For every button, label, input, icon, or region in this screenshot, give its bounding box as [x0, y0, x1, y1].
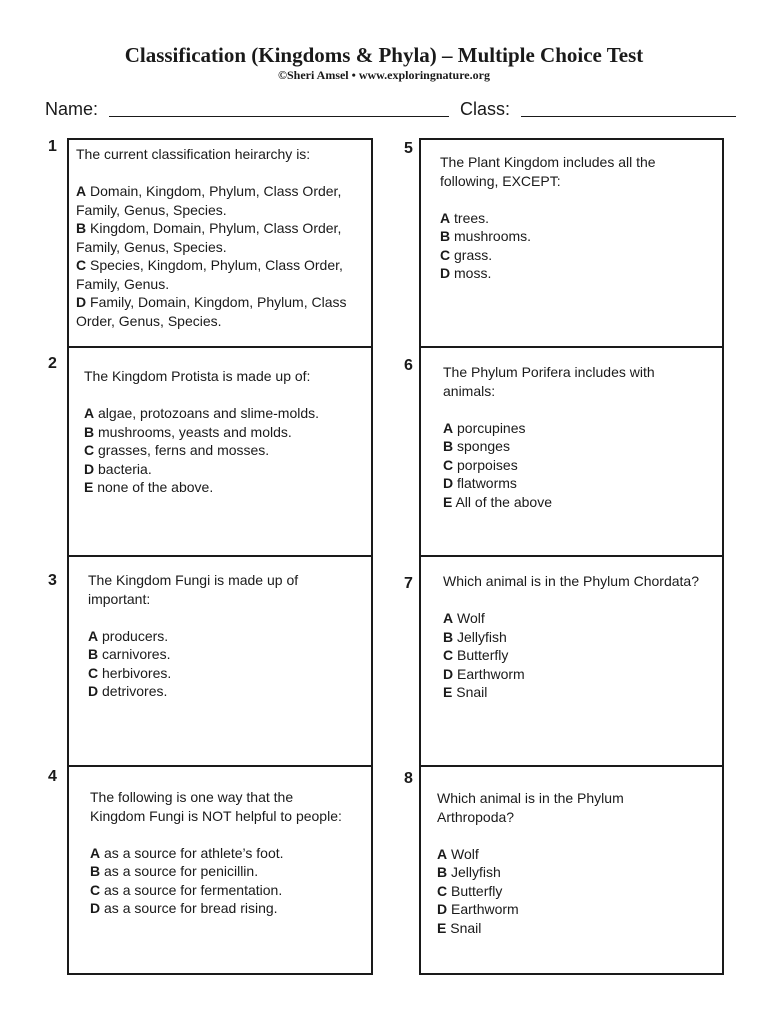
answer-option[interactable] — [443, 628, 705, 647]
answer-option[interactable] — [84, 441, 364, 460]
option-text: producers. — [102, 627, 169, 644]
answer-option[interactable] — [437, 919, 699, 938]
answer-option[interactable] — [88, 627, 348, 646]
answer-option[interactable] — [440, 246, 702, 265]
option-letter: A — [90, 844, 101, 861]
name-label: Name: — [45, 99, 99, 119]
option-text: bacteria. — [98, 460, 152, 477]
question-number: 8 — [404, 770, 413, 787]
option-text: Family, Domain, Kingdom, Phylum, Class Order, Genus, Species. — [76, 294, 347, 329]
answer-option[interactable] — [90, 899, 350, 918]
question-3 — [88, 571, 348, 701]
option-text: as a source for penicillin. — [104, 863, 259, 879]
question-4 — [90, 788, 350, 918]
option-text: Jellyfish — [451, 864, 501, 880]
question-number: 5 — [404, 140, 413, 157]
name-class-line — [45, 97, 725, 121]
question-stem: Which animal is in the Phylum Arthropoda? — [437, 790, 624, 825]
option-letter: C — [88, 664, 99, 681]
option-letter: C — [84, 442, 95, 458]
option-text: Snail — [456, 684, 488, 700]
question-7 — [443, 572, 705, 702]
option-letter: E — [443, 493, 453, 510]
option-text: as a source for athlete’s foot. — [104, 844, 284, 861]
option-text: Earthworm — [457, 665, 525, 682]
option-text: grass. — [454, 246, 493, 263]
option-letter: D — [440, 265, 451, 281]
question-number: 2 — [48, 355, 57, 372]
answer-option[interactable] — [440, 227, 702, 246]
option-text: porcupines — [457, 419, 526, 436]
option-letter: A — [437, 845, 448, 862]
option-letter: E — [84, 479, 94, 495]
question-number: 7 — [404, 575, 413, 592]
answer-option[interactable] — [90, 862, 350, 881]
answer-option[interactable] — [443, 456, 705, 475]
option-letter: D — [90, 900, 101, 916]
option-text: Wolf — [451, 845, 479, 862]
option-text: algae, protozoans and slime-molds. — [98, 405, 320, 421]
answer-option[interactable] — [76, 293, 361, 330]
option-letter: B — [90, 863, 101, 879]
answer-option[interactable] — [440, 264, 702, 283]
option-text: flatworms — [457, 475, 517, 491]
answer-option[interactable] — [443, 493, 705, 512]
question-stem: The Kingdom Protista is made up of: — [84, 368, 311, 384]
answer-option[interactable] — [76, 219, 361, 256]
option-text: mushrooms, yeasts and molds. — [98, 423, 292, 440]
option-text: Butterfly — [457, 647, 509, 663]
answer-option[interactable] — [443, 683, 705, 702]
option-letter: D — [84, 460, 95, 477]
option-text: grasses, ferns and mosses. — [98, 442, 270, 458]
copyright-line: ©Sheri Amsel • www.exploringnature.org — [278, 68, 490, 82]
name-field[interactable] — [109, 98, 449, 117]
question-stem: The Plant Kingdom includes all the following, EXCEPT: — [440, 154, 656, 189]
option-text: Jellyfish — [457, 628, 507, 645]
option-text: Wolf — [457, 610, 485, 626]
option-letter: C — [76, 257, 87, 273]
option-letter: D — [443, 475, 454, 491]
option-text: Snail — [450, 919, 482, 936]
option-text: moss. — [454, 265, 492, 281]
option-letter: C — [440, 246, 451, 263]
option-text: detrivores. — [102, 683, 168, 699]
option-text: Butterfly — [451, 882, 503, 899]
question-number: 4 — [48, 768, 57, 785]
answer-option[interactable] — [437, 882, 699, 901]
option-letter: C — [443, 456, 454, 473]
answer-option[interactable] — [88, 645, 348, 664]
option-text: none of the above. — [97, 479, 214, 495]
option-text: trees. — [454, 209, 490, 226]
option-letter: E — [437, 919, 447, 936]
question-stem: Which animal is in the Phylum Chordata? — [443, 573, 700, 589]
option-letter: C — [443, 647, 454, 663]
answer-option[interactable] — [90, 844, 350, 863]
answer-option[interactable] — [437, 845, 699, 864]
class-label: Class: — [460, 99, 511, 119]
answer-option[interactable] — [76, 256, 361, 293]
option-letter: A — [76, 183, 87, 199]
option-letter: B — [84, 423, 95, 440]
option-text: sponges — [457, 438, 510, 454]
question-stem: The Kingdom Fungi is made up of important: — [88, 572, 299, 607]
question-6 — [443, 363, 705, 511]
answer-option[interactable] — [90, 881, 350, 900]
answer-option[interactable] — [84, 404, 364, 423]
option-text: Earthworm — [451, 901, 519, 917]
answer-option[interactable] — [84, 478, 364, 497]
option-letter: D — [76, 294, 87, 310]
answer-option[interactable] — [437, 863, 699, 882]
question-stem: The current classification heirarchy is: — [76, 146, 311, 162]
question-number: 1 — [48, 138, 57, 155]
option-text: Kingdom, Domain, Phylum, Class Order, Family, Genus, Species. — [76, 220, 342, 255]
option-letter: A — [84, 405, 95, 421]
option-letter: D — [437, 901, 448, 917]
option-text: mushrooms. — [454, 228, 532, 244]
answer-option[interactable] — [443, 419, 705, 438]
option-text: Domain, Kingdom, Phylum, Class Order, Family, Genus, Species. — [76, 183, 342, 218]
question-8 — [437, 789, 699, 937]
option-letter: A — [443, 610, 454, 626]
option-letter: B — [437, 864, 448, 880]
option-letter: B — [88, 646, 99, 662]
option-text: All of the above — [455, 493, 552, 510]
question-2 — [84, 367, 364, 497]
option-text: Species, Kingdom, Phylum, Class Order, Family, Genus. — [76, 257, 343, 292]
option-letter: B — [443, 628, 454, 645]
question-number: 6 — [404, 357, 413, 374]
option-text: herbivores. — [102, 664, 172, 681]
option-letter: B — [440, 228, 451, 244]
option-text: as a source for bread rising. — [104, 900, 278, 916]
question-number: 3 — [48, 572, 57, 589]
option-letter: C — [437, 882, 448, 899]
option-letter: A — [88, 627, 99, 644]
answer-option[interactable] — [440, 209, 702, 228]
page-title: Classification (Kingdoms & Phyla) – Multiple Choice Test — [124, 43, 644, 67]
option-letter: E — [443, 684, 453, 700]
question-1 — [76, 145, 361, 330]
answer-option[interactable] — [443, 609, 705, 628]
option-letter: D — [443, 665, 454, 682]
option-letter: D — [88, 683, 99, 699]
option-letter: A — [440, 209, 451, 226]
option-letter: B — [443, 438, 454, 454]
answer-option[interactable] — [437, 900, 699, 919]
option-letter: B — [76, 220, 87, 236]
answer-option[interactable] — [443, 665, 705, 684]
option-letter: A — [443, 419, 454, 436]
class-field[interactable] — [521, 98, 736, 117]
answer-option[interactable] — [443, 474, 705, 493]
question-stem: The Phylum Porifera includes with animals: — [443, 364, 655, 399]
answer-option[interactable] — [84, 423, 364, 442]
answer-option[interactable] — [88, 682, 348, 701]
question-5 — [440, 153, 702, 283]
option-text: as a source for fermentation. — [104, 881, 283, 898]
option-letter: C — [90, 881, 101, 898]
question-stem: The following is one way that the Kingdom Fungi is NOT helpful to people: — [90, 789, 342, 824]
option-text: carnivores. — [102, 646, 171, 662]
answer-option[interactable] — [76, 182, 361, 219]
answer-option[interactable] — [443, 646, 705, 665]
answer-option[interactable] — [84, 460, 364, 479]
option-text: porpoises — [457, 456, 518, 473]
answer-option[interactable] — [443, 437, 705, 456]
answer-option[interactable] — [88, 664, 348, 683]
